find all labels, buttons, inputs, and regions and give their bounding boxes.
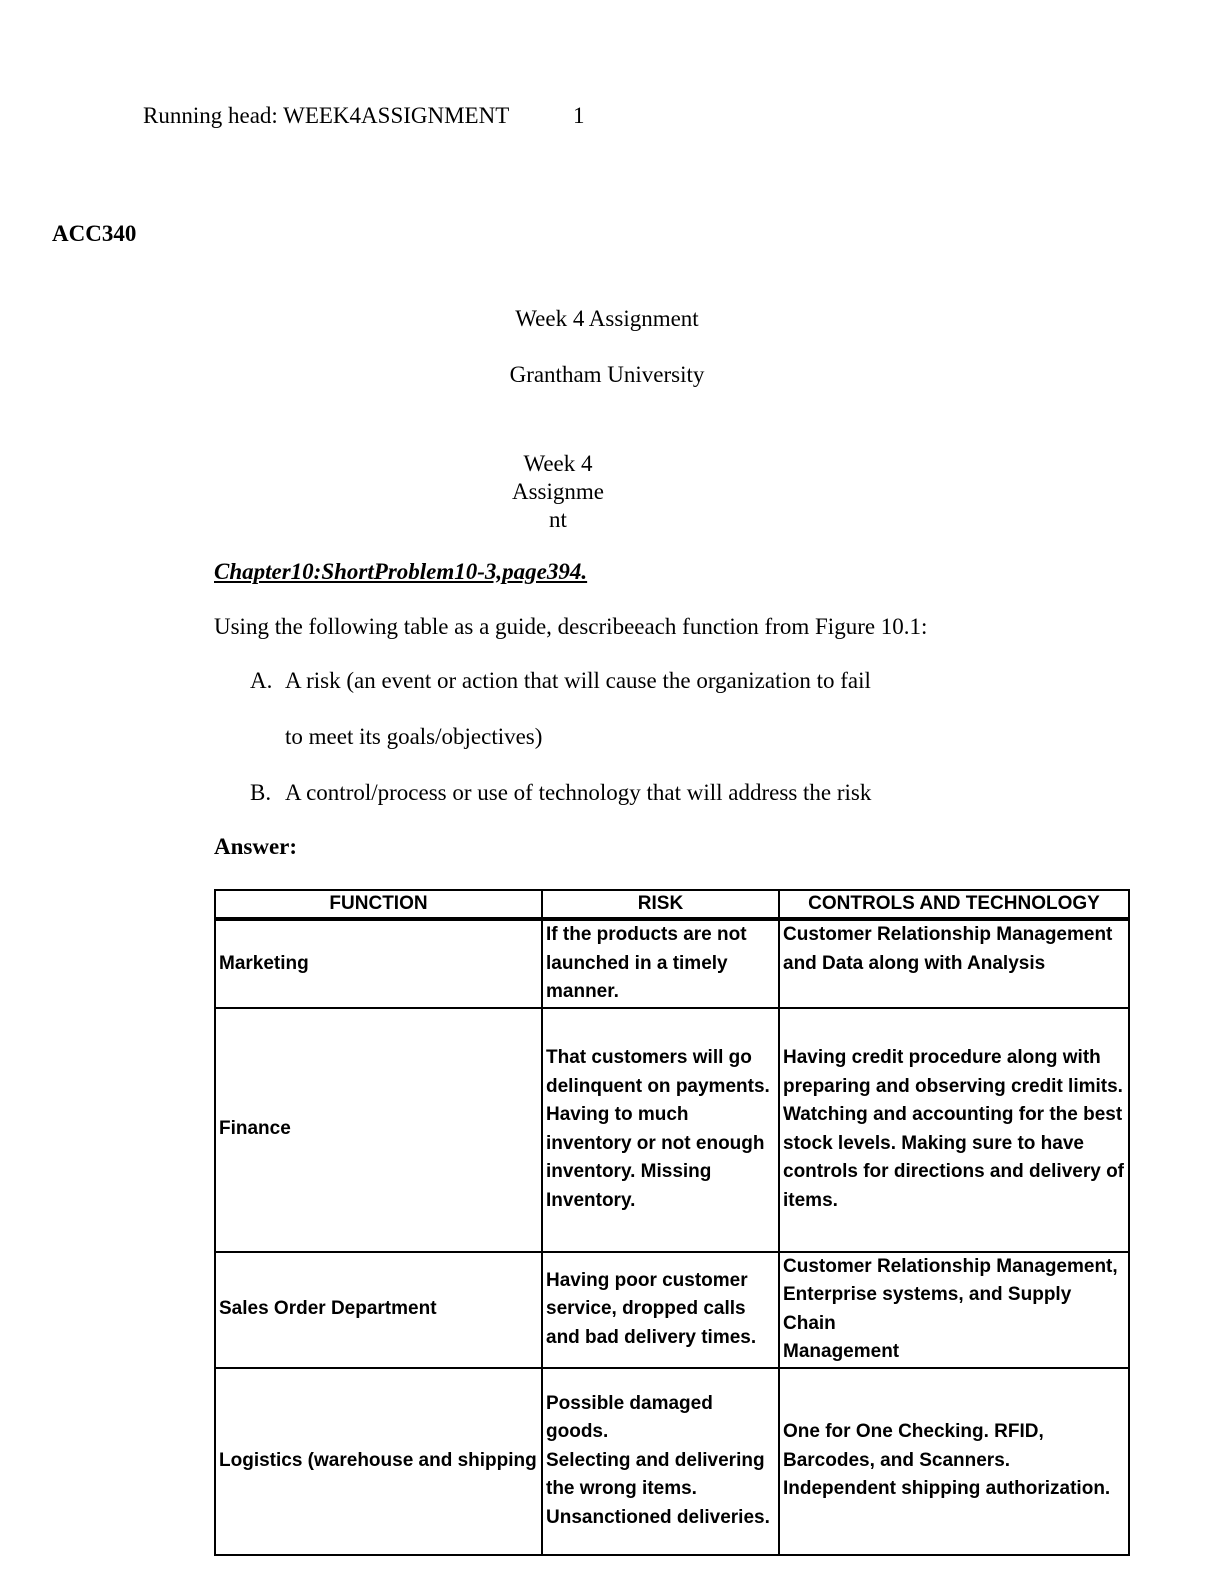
- running-head-text: Running head: WEEK4ASSIGNMENT: [143, 103, 510, 128]
- controls-cell: Customer Relationship Management and Data along with Analysis: [779, 919, 1129, 1008]
- list-item-a-line2: to meet its goals/objectives): [285, 724, 543, 749]
- table-row: [215, 1008, 1129, 1252]
- list-letter-a: A.: [250, 668, 273, 693]
- risk-cell: That customers will go delinquent on payments. Having to much inventory or not enough inventory. Missing Inventory.: [542, 1008, 779, 1252]
- list-item-a-line1: A risk (an event or action that will cause the organization to fail: [285, 668, 871, 693]
- course-code: ACC340: [52, 221, 137, 246]
- risk-cell: Possible damaged goods. Selecting and delivering the wrong items. Unsanctioned deliveries.: [542, 1368, 779, 1555]
- table-row: [215, 1252, 1129, 1368]
- running-head: [143, 102, 585, 130]
- controls-cell: Having credit procedure along with preparing and observing credit limits. Watching and accounting for the best stock levels. Making sure to have controls for directions and delivery of items.: [779, 1008, 1129, 1252]
- header-function: FUNCTION: [215, 890, 542, 919]
- instruction-text: Using the following table as a guide, describeeach function from Figure 10.1:: [214, 614, 928, 639]
- document-title: Week 4 Assignment: [515, 306, 699, 331]
- controls-cell: One for One Checking. RFID, Barcodes, and Scanners. Independent shipping authorization.: [779, 1368, 1129, 1555]
- risk-cell: Having poor customer service, dropped calls and bad delivery times.: [542, 1252, 779, 1368]
- table-row: [215, 919, 1129, 1008]
- table: [214, 889, 1130, 1556]
- repeated-title: Week 4 Assignme nt: [512, 451, 604, 532]
- function-cell: Marketing: [215, 919, 542, 1008]
- header-risk: RISK: [542, 890, 779, 919]
- university-name: Grantham University: [509, 362, 705, 387]
- function-cell: Sales Order Department: [215, 1252, 542, 1368]
- function-cell: Finance: [215, 1008, 542, 1252]
- header-controls: CONTROLS AND TECHNOLOGY: [779, 890, 1129, 919]
- risk-controls-table: [214, 889, 1128, 1542]
- function-cell: Logistics (warehouse and shipping: [215, 1368, 542, 1555]
- table-row: [215, 1368, 1129, 1555]
- requirements-list: [0, 667, 1224, 807]
- list-item-b: A control/process or use of technology that will address the risk: [285, 780, 872, 805]
- page-number: 1: [573, 103, 585, 128]
- controls-cell: Customer Relationship Management, Enterprise systems, and Supply Chain Management: [779, 1252, 1129, 1368]
- chapter-heading: Chapter10:ShortProblem10-3,page394.: [214, 559, 588, 584]
- answer-label: Answer:: [214, 834, 298, 859]
- list-letter-b: B.: [250, 780, 272, 805]
- risk-cell: If the products are not launched in a timely manner.: [542, 919, 779, 1008]
- table-header-row: [215, 890, 1129, 919]
